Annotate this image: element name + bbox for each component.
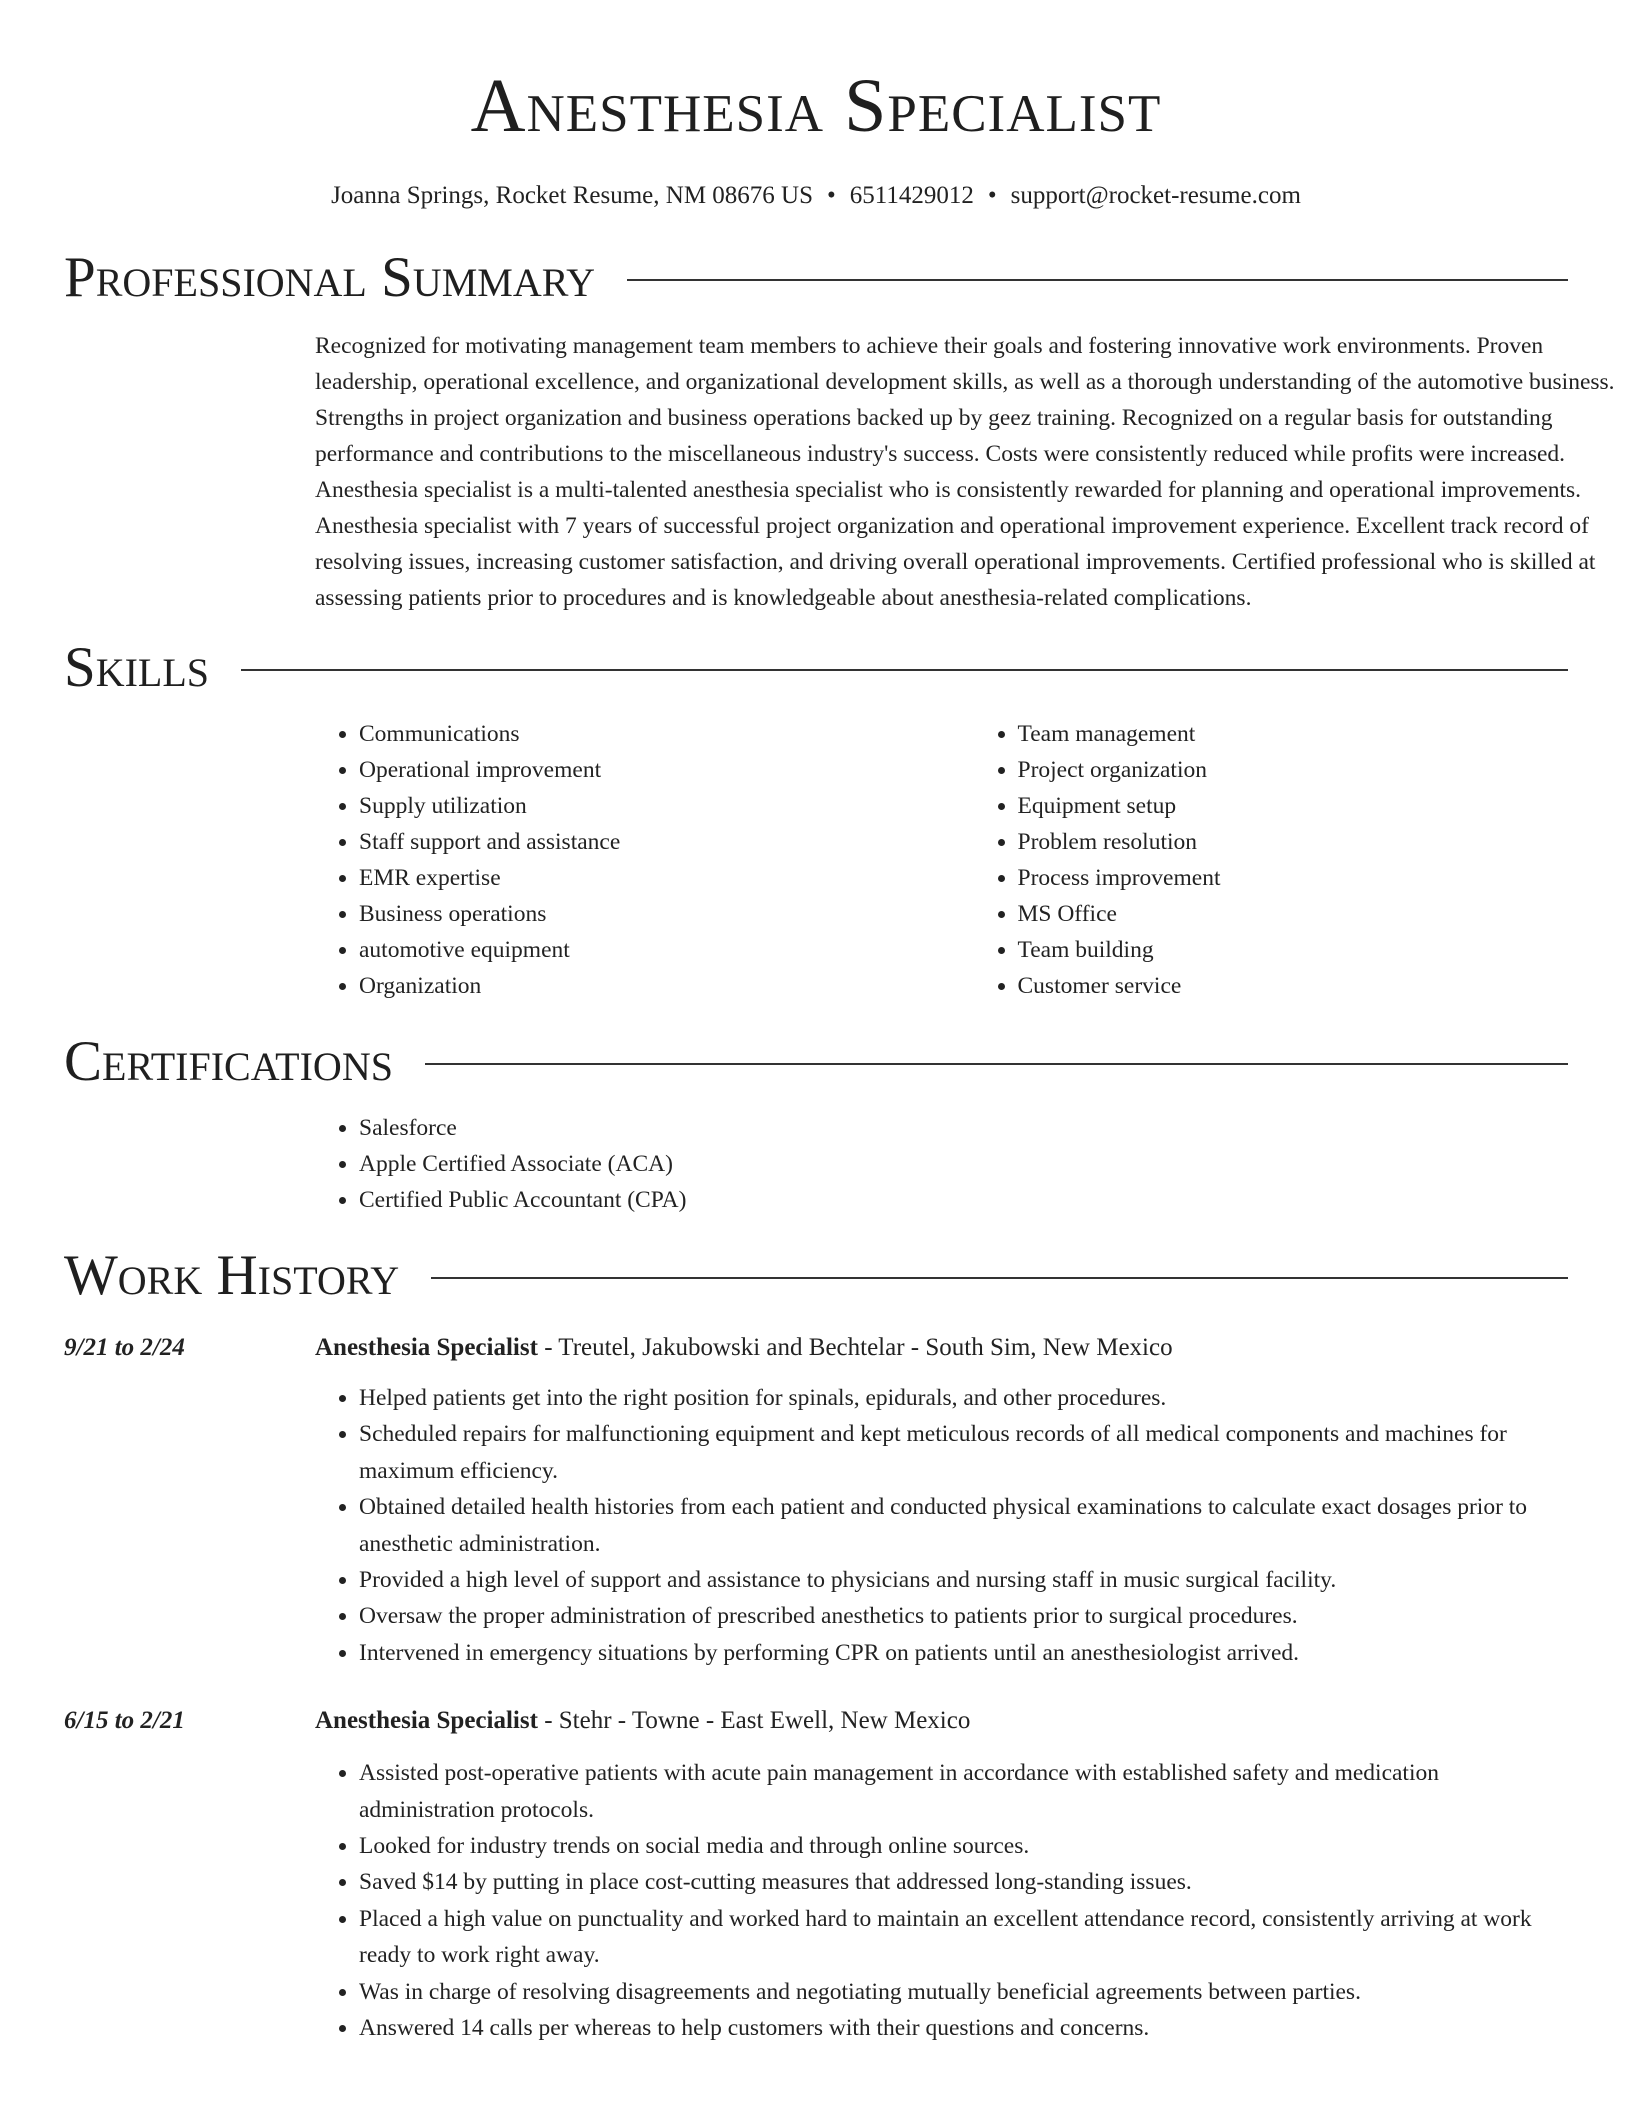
job-bullets <box>315 1755 1568 2046</box>
job-bullet: • Answered 14 calls per whereas to help customers with their questions and concerns. <box>359 2010 1568 2046</box>
skill-item: • Project organization <box>1018 752 1632 788</box>
job-bullet: • Scheduled repairs for malfunctioning equipment and kept meticulous records of all medical components and machines for maximum efficiency. <box>359 1416 1568 1489</box>
job-bullets <box>315 1380 1568 1671</box>
work-section-header <box>64 1244 1568 1308</box>
skill-item: • Communications <box>359 716 974 752</box>
skill-item: • Team building <box>1018 932 1632 968</box>
skill-item: • Team management <box>1018 716 1632 752</box>
skill-item: • automotive equipment <box>359 932 974 968</box>
candidate-name: Anesthesia Specialist <box>470 64 1162 148</box>
job-main <box>315 1705 1568 2046</box>
contact-line <box>64 180 1568 212</box>
skill-item: • Process improvement <box>1018 860 1632 896</box>
section-divider <box>627 279 1568 281</box>
work-heading: Work History <box>64 1244 400 1307</box>
certifications-body <box>315 1110 1632 1218</box>
job-dates: 9/21 to 2/24 <box>64 1334 185 1361</box>
section-divider <box>425 1063 1568 1065</box>
skill-item: • Equipment setup <box>1018 788 1632 824</box>
certifications-section-header <box>64 1030 1568 1094</box>
job-heading-line <box>315 1705 1568 1737</box>
job-bullet: • Looked for industry trends on social media and through online sources. <box>359 1828 1568 1864</box>
certifications-list <box>315 1110 1632 1218</box>
skill-item: • Problem resolution <box>1018 824 1632 860</box>
job-employer-location: - Treutel, Jakubowski and Bechtelar - South Sim, New Mexico <box>537 1334 1173 1361</box>
skill-item: • Business operations <box>359 896 974 932</box>
certification-item: • Salesforce <box>359 1110 1632 1146</box>
skill-item: • Operational improvement <box>359 752 974 788</box>
skills-heading: Skills <box>64 636 210 699</box>
contact-email: support@rocket-resume.com <box>1010 182 1301 209</box>
job-main <box>315 1332 1568 1671</box>
skill-item: • Organization <box>359 968 974 1004</box>
summary-body <box>315 328 1632 616</box>
skills-list-left <box>315 716 974 1004</box>
job-bullet: • Saved $14 by putting in place cost-cutting measures that addressed long-standing issues. <box>359 1864 1568 1900</box>
summary-heading: Professional Summary <box>64 246 596 309</box>
certifications-heading: Certifications <box>64 1030 393 1093</box>
job-bullet: • Oversaw the proper administration of prescribed anesthetics to patients prior to surgical procedures. <box>359 1598 1568 1634</box>
job-bullet: • Assisted post-operative patients with acute pain management in accordance with established safety and medication administration protocols. <box>359 1755 1568 1828</box>
certification-item: • Certified Public Accountant (CPA) <box>359 1182 1632 1218</box>
summary-section-header <box>64 246 1568 310</box>
job-bullet: • Obtained detailed health histories from each patient and conducted physical examinations to calculate exact dosages prior to anesthetic administration. <box>359 1489 1568 1562</box>
skill-item: • EMR expertise <box>359 860 974 896</box>
skill-item: • Customer service <box>1018 968 1632 1004</box>
skill-item: • MS Office <box>1018 896 1632 932</box>
job-bullet: • Placed a high value on punctuality and worked hard to maintain an excellent attendance record, consistently arriving at work ready to work right away. <box>359 1901 1568 1974</box>
job-bullet: • Provided a high level of support and assistance to physicians and nursing staff in music surgical facility. <box>359 1562 1568 1598</box>
job-heading-line <box>315 1332 1568 1364</box>
job-bullet: • Helped patients get into the right position for spinals, epidurals, and other procedures. <box>359 1380 1568 1416</box>
job-dates: 6/15 to 2/21 <box>64 1707 185 1735</box>
skills-list-right <box>974 716 1632 1004</box>
contact-phone: 6511429012 <box>849 182 974 209</box>
job-title: Anesthesia Specialist <box>315 1707 538 1735</box>
job-entry <box>64 1705 1568 2046</box>
section-divider <box>241 669 1568 671</box>
contact-address: Joanna Springs, Rocket Resume, NM 08676 US <box>331 182 813 209</box>
skill-item: • Staff support and assistance <box>359 824 974 860</box>
job-entry <box>64 1332 1568 1671</box>
job-employer-location: - Stehr - Towne - East Ewell, New Mexico <box>537 1707 971 1735</box>
job-bullet: • Intervened in emergency situations by performing CPR on patients until an anesthesiologist arrived. <box>359 1635 1568 1671</box>
skills-section-header <box>64 636 1568 700</box>
summary-text: Recognized for motivating management team members to achieve their goals and fostering innovative work environments. Proven leadership, operational excellence, and organizational development skills, as well as a thorough understanding of the automotive business. Strengths in project organization and business operations backed up by geez training. Recognized on a regular basis for outstanding performance and contributions to the miscellaneous industry's success. Costs were consistently reduced while profits were increased. Anesthesia specialist is a multi-talented anesthesia specialist who is consistently rewarded for planning and operational improvements. Anesthesia specialist with 7 years of successful project organization and operational improvement experience. Excellent track record of resolving issues, increasing customer satisfaction, and driving overall operational improvements. Certified professional who is skilled at assessing patients prior to procedures and is knowledgeable about anesthesia-related complications. <box>315 333 1615 611</box>
job-bullet: • Was in charge of resolving disagreements and negotiating mutually beneficial agreements between parties. <box>359 1974 1568 2010</box>
contact-separator: • <box>987 182 997 209</box>
job-title: Anesthesia Specialist <box>315 1334 538 1361</box>
skills-grid <box>315 716 1632 1004</box>
contact-separator: • <box>827 182 836 209</box>
section-divider <box>431 1277 1568 1279</box>
skill-item: • Supply utilization <box>359 788 974 824</box>
certification-item: • Apple Certified Associate (ACA) <box>359 1146 1632 1182</box>
